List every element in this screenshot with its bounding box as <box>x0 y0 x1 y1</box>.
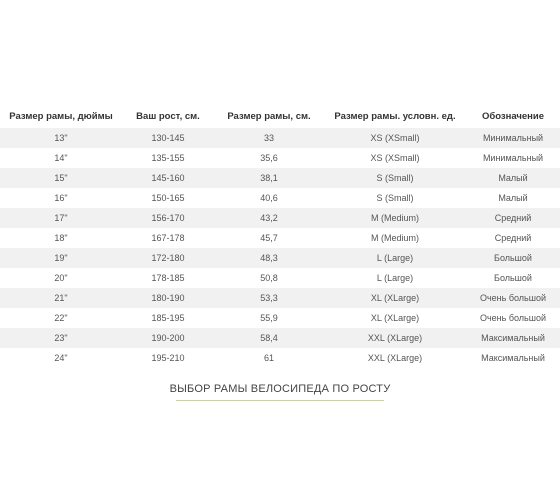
cell-frame-size-inches: 13" <box>0 128 122 148</box>
cell-frame-size-units: L (Large) <box>324 268 466 288</box>
table-row <box>0 288 560 308</box>
cell-designation: Малый <box>466 188 560 208</box>
cell-frame-size-inches: 23" <box>0 328 122 348</box>
header-frame-size-inches: Размер рамы, дюймы <box>0 104 122 128</box>
table-row <box>0 308 560 328</box>
cell-frame-size-inches: 17" <box>0 208 122 228</box>
cell-frame-size-units: M (Medium) <box>324 228 466 248</box>
cell-frame-size-cm: 53,3 <box>214 288 324 308</box>
cell-designation: Очень большой <box>466 308 560 328</box>
cell-height-cm: 178-185 <box>122 268 214 288</box>
cell-height-cm: 185-195 <box>122 308 214 328</box>
table-row <box>0 168 560 188</box>
cell-designation: Большой <box>466 248 560 268</box>
cell-designation: Максимальный <box>466 348 560 368</box>
table-row <box>0 348 560 368</box>
cell-frame-size-inches: 24" <box>0 348 122 368</box>
table-row <box>0 248 560 268</box>
cell-height-cm: 180-190 <box>122 288 214 308</box>
table-row <box>0 148 560 168</box>
cell-height-cm: 145-160 <box>122 168 214 188</box>
table-row <box>0 228 560 248</box>
cell-height-cm: 150-165 <box>122 188 214 208</box>
cell-designation: Малый <box>466 168 560 188</box>
cell-height-cm: 195-210 <box>122 348 214 368</box>
table-row <box>0 128 560 148</box>
cell-frame-size-cm: 58,4 <box>214 328 324 348</box>
cell-frame-size-units: XS (XSmall) <box>324 148 466 168</box>
cell-frame-size-inches: 14" <box>0 148 122 168</box>
cell-frame-size-cm: 45,7 <box>214 228 324 248</box>
header-height-cm: Ваш рост, см. <box>122 104 214 128</box>
header-designation: Обозначение <box>466 104 560 128</box>
cell-designation: Максимальный <box>466 328 560 348</box>
header-frame-size-cm: Размер рамы, см. <box>214 104 324 128</box>
cell-frame-size-cm: 40,6 <box>214 188 324 208</box>
cell-frame-size-inches: 18" <box>0 228 122 248</box>
cell-frame-size-cm: 61 <box>214 348 324 368</box>
cell-frame-size-units: XL (XLarge) <box>324 308 466 328</box>
cell-height-cm: 135-155 <box>122 148 214 168</box>
table-row <box>0 188 560 208</box>
table-row <box>0 268 560 288</box>
cell-height-cm: 130-145 <box>122 128 214 148</box>
table-caption: ВЫБОР РАМЫ ВЕЛОСИПЕДА ПО РОСТУ <box>169 383 391 395</box>
cell-designation: Средний <box>466 208 560 228</box>
cell-frame-size-cm: 38,1 <box>214 168 324 188</box>
table-row <box>0 328 560 348</box>
cell-frame-size-cm: 50,8 <box>214 268 324 288</box>
cell-frame-size-inches: 20" <box>0 268 122 288</box>
cell-height-cm: 190-200 <box>122 328 214 348</box>
cell-frame-size-cm: 35,6 <box>214 148 324 168</box>
cell-frame-size-units: S (Small) <box>324 168 466 188</box>
cell-height-cm: 156-170 <box>122 208 214 228</box>
cell-height-cm: 167-178 <box>122 228 214 248</box>
cell-frame-size-units: S (Small) <box>324 188 466 208</box>
cell-frame-size-units: XS (XSmall) <box>324 128 466 148</box>
cell-designation: Минимальный <box>466 148 560 168</box>
cell-frame-size-cm: 33 <box>214 128 324 148</box>
cell-frame-size-units: M (Medium) <box>324 208 466 228</box>
cell-frame-size-units: L (Large) <box>324 248 466 268</box>
cell-height-cm: 172-180 <box>122 248 214 268</box>
cell-designation: Средний <box>466 228 560 248</box>
cell-designation: Минимальный <box>466 128 560 148</box>
cell-frame-size-units: XXL (XLarge) <box>324 348 466 368</box>
header-frame-size-units: Размер рамы. условн. ед. <box>324 104 466 128</box>
cell-frame-size-cm: 55,9 <box>214 308 324 328</box>
cell-frame-size-inches: 19" <box>0 248 122 268</box>
cell-designation: Очень большой <box>466 288 560 308</box>
cell-frame-size-cm: 48,3 <box>214 248 324 268</box>
frame-size-table <box>0 104 560 368</box>
cell-frame-size-inches: 15" <box>0 168 122 188</box>
table-row <box>0 208 560 228</box>
cell-frame-size-cm: 43,2 <box>214 208 324 228</box>
caption-underline <box>176 400 384 401</box>
cell-frame-size-inches: 21" <box>0 288 122 308</box>
cell-frame-size-units: XL (XLarge) <box>324 288 466 308</box>
cell-designation: Большой <box>466 268 560 288</box>
cell-frame-size-inches: 16" <box>0 188 122 208</box>
cell-frame-size-units: XXL (XLarge) <box>324 328 466 348</box>
table-body <box>0 128 560 368</box>
table-header-row <box>0 104 560 128</box>
cell-frame-size-inches: 22" <box>0 308 122 328</box>
